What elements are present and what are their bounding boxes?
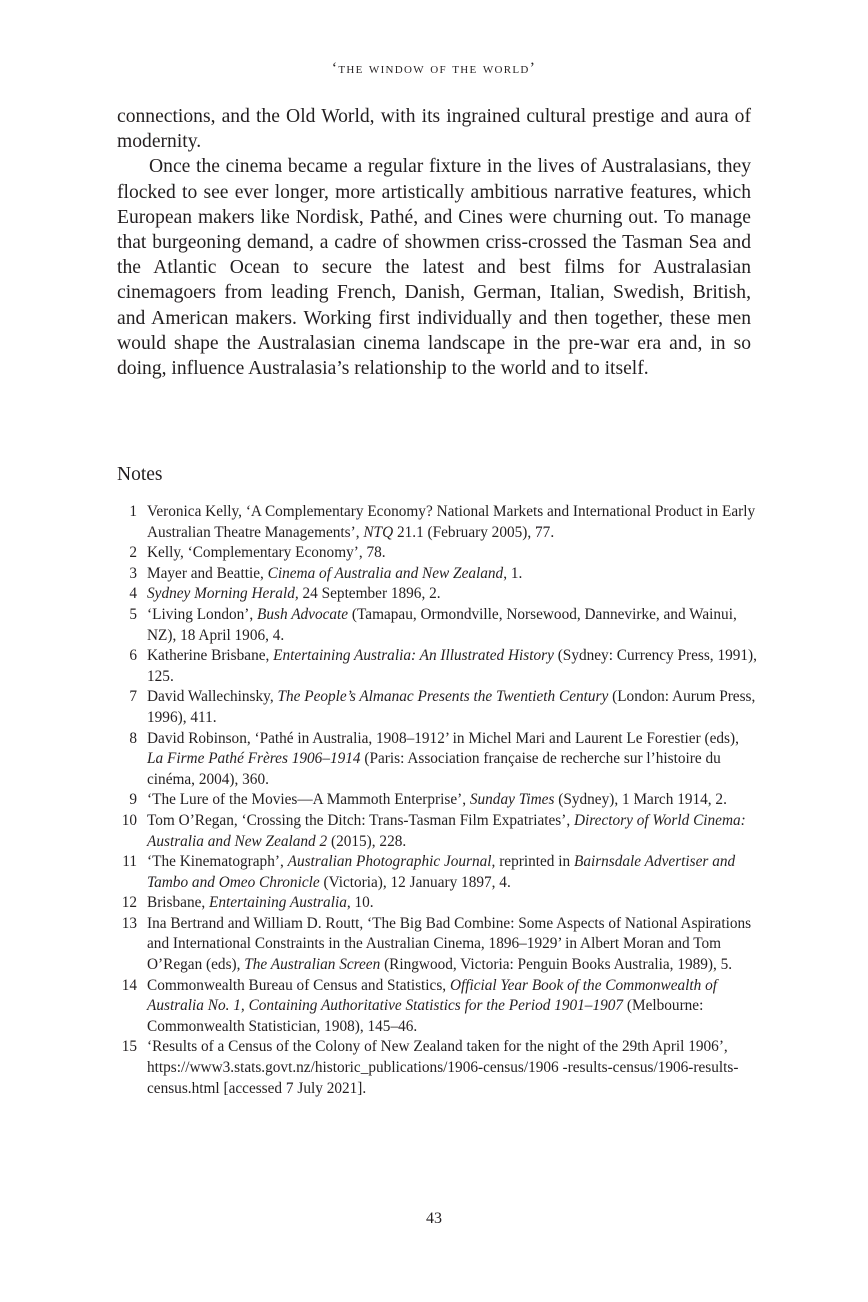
note-item — [117, 852, 757, 893]
note-segment: Ina Bertrand and William D. Routt, ‘The Big Bad Combine: Some Aspects of National Aspirations and International Constraints in the Australian Cinema, 1896–1929’ in Albert Moran and Tom O’Regan (eds), — [147, 914, 752, 974]
note-title-italic: Official Year Book of the Commonwealth of Australia No. 1, Containing Authoritative Statistics for the Period 1901–1907 — [147, 976, 718, 1015]
note-text — [147, 894, 374, 911]
note-segment: (Sydney: Currency Press, 1991), 125. — [147, 647, 757, 685]
note-title-italic: The Australian Screen — [244, 956, 381, 974]
note-item — [117, 976, 757, 1038]
running-head: ‘the window of the world’ — [331, 60, 537, 77]
note-segment: (Ringwood, Victoria: Penguin Books Australia, 1989), 5. — [380, 956, 733, 974]
note-title-italic: La Firme Pathé Frères 1906–1914 — [147, 750, 361, 768]
note-item — [117, 1037, 757, 1099]
note-number: 6 — [129, 647, 137, 665]
note-number: 10 — [121, 811, 137, 829]
note-segment: , 10. — [346, 894, 374, 912]
note-segment: (London: Aurum Press, 1996), 411. — [147, 688, 756, 726]
note-item — [117, 584, 757, 605]
note-text — [147, 812, 746, 850]
note-title-italic: Bairnsdale Advertiser and Tambo and Omeo Chronicle — [147, 853, 736, 891]
note-number: 8 — [129, 729, 137, 747]
note-item — [117, 564, 757, 585]
note-item — [117, 729, 757, 791]
note-segment: (Paris: Association française de recherche sur l’histoire du cinéma, 2004), 360. — [147, 750, 721, 788]
body-paragraph: Once the cinema became a regular fixture in the lives of Australasians, they flocked to see ever longer, more artistically ambitious narrative features, which European makers like Nordisk, Pathé, and Cines were churning out. To manage that burgeoning demand, a cadre of showmen criss-crossed the Tasman Sea and the Atlantic Ocean to secure the latest and best films for Australasian cinemagoers from leading French, Danish, German, Italian, Swedish, British, and American makers. Working first individually and then together, these men would shape the Australasian cinema landscape in the pre-war era and, in so doing, influence Australasia’s relationship to the world and to itself. — [117, 156, 751, 380]
note-title-italic: The People’s Almanac Presents the Twentieth Century — [277, 688, 609, 706]
note-text — [147, 606, 737, 644]
note-number: 1 — [129, 503, 137, 520]
note-item — [117, 687, 757, 728]
note-text — [147, 688, 755, 726]
note-title-italic: Sunday Times — [469, 791, 555, 809]
note-number: 3 — [129, 564, 137, 582]
note-title-italic: Entertaining Australia: An Illustrated History — [273, 647, 554, 665]
note-item — [117, 502, 757, 543]
note-text — [147, 853, 735, 891]
note-segment: 24 September 1896, 2. — [298, 585, 441, 603]
note-item — [117, 605, 757, 646]
note-segment: David Wallechinsky, — [147, 688, 278, 706]
note-number: 4 — [129, 585, 137, 603]
note-number: 11 — [122, 853, 137, 871]
note-text — [147, 730, 739, 788]
note-text — [147, 503, 755, 541]
note-number: 2 — [129, 544, 137, 562]
body-text — [117, 104, 751, 381]
note-title-italic: Sydney Morning Herald, — [147, 585, 299, 603]
note-segment: , 1. — [503, 564, 523, 582]
note-text — [147, 544, 386, 561]
note-segment: Mayer and Beattie, — [147, 564, 268, 582]
note-segment: 21.1 (February 2005), 77. — [393, 523, 555, 541]
note-text — [147, 915, 751, 973]
note-title-italic: Directory of World Cinema: Australia and New Zealand 2 — [147, 811, 746, 850]
note-segment: ‘The Kinematograph’, — [147, 853, 288, 871]
note-title-italic: Bush Advocate — [257, 605, 349, 623]
note-text — [147, 1038, 738, 1096]
note-segment: ‘The Lure of the Movies—A Mammoth Enterprise’, — [147, 791, 470, 809]
note-segment: Katherine Brisbane, — [147, 647, 274, 665]
note-number: 12 — [121, 894, 137, 912]
note-number: 14 — [121, 976, 137, 994]
note-item — [117, 790, 757, 811]
body-paragraph: connections, and the Old World, with its ingrained cultural prestige and aura of modernity. — [117, 106, 751, 153]
note-segment: ‘Results of a Census of the Colony of New Zealand taken for the night of the 29th April 1906’, https://www3.stats.govt.nz/historic_publications/1906-census/1906 -results-census/1906-results-census.html [accessed 7 July 2021]. — [147, 1038, 739, 1097]
note-title-italic: NTQ — [363, 523, 394, 541]
note-title-italic: Entertaining Australia — [209, 894, 347, 912]
note-segment: (Tamapau, Ormondville, Norsewood, Dannevirke, and Wainui, NZ), 18 April 1906, 4. — [147, 605, 737, 644]
note-title-italic: Australian Photographic Journal, — [287, 853, 496, 871]
note-segment: Brisbane, — [147, 894, 210, 912]
note-item — [117, 543, 757, 564]
notes-list — [117, 502, 757, 1099]
note-segment: (Melbourne: Commonwealth Statistician, 1908), 145–46. — [147, 997, 704, 1035]
note-segment: Tom O’Regan, ‘Crossing the Ditch: Trans-Tasman Film Expatriates’, — [147, 811, 574, 829]
note-number: 13 — [121, 914, 137, 932]
note-segment: reprinted in — [495, 853, 574, 871]
note-number: 15 — [121, 1038, 137, 1056]
note-item — [117, 646, 757, 687]
note-number: 7 — [129, 688, 137, 706]
note-segment: Veronica Kelly, ‘A Complementary Economy? National Markets and International Product in Early Australian Theatre Managements’, — [147, 503, 756, 541]
notes-heading: Notes — [117, 464, 163, 485]
page-number: 43 — [426, 1210, 442, 1227]
note-text — [147, 585, 441, 602]
note-title-italic: Cinema of Australia and New Zealand — [267, 564, 504, 582]
note-segment: (Victoria), 12 January 1897, 4. — [319, 873, 511, 891]
note-segment: (2015), 228. — [327, 832, 407, 850]
note-text — [147, 565, 522, 582]
note-item — [117, 914, 757, 976]
note-text — [147, 791, 727, 808]
note-item — [117, 893, 757, 914]
note-segment: Kelly, ‘Complementary Economy’, 78. — [147, 544, 386, 562]
note-segment: David Robinson, ‘Pathé in Australia, 1908–1912’ in Michel Mari and Laurent Le Forestier (eds), — [147, 729, 739, 747]
note-segment: ‘Living London’, — [147, 605, 258, 623]
note-segment: (Sydney), 1 March 1914, 2. — [554, 791, 727, 809]
note-text — [147, 977, 717, 1035]
note-item — [117, 811, 757, 852]
note-number: 5 — [129, 605, 137, 623]
note-number: 9 — [129, 791, 137, 809]
note-text — [147, 647, 757, 685]
note-segment: Commonwealth Bureau of Census and Statistics, — [147, 976, 450, 994]
